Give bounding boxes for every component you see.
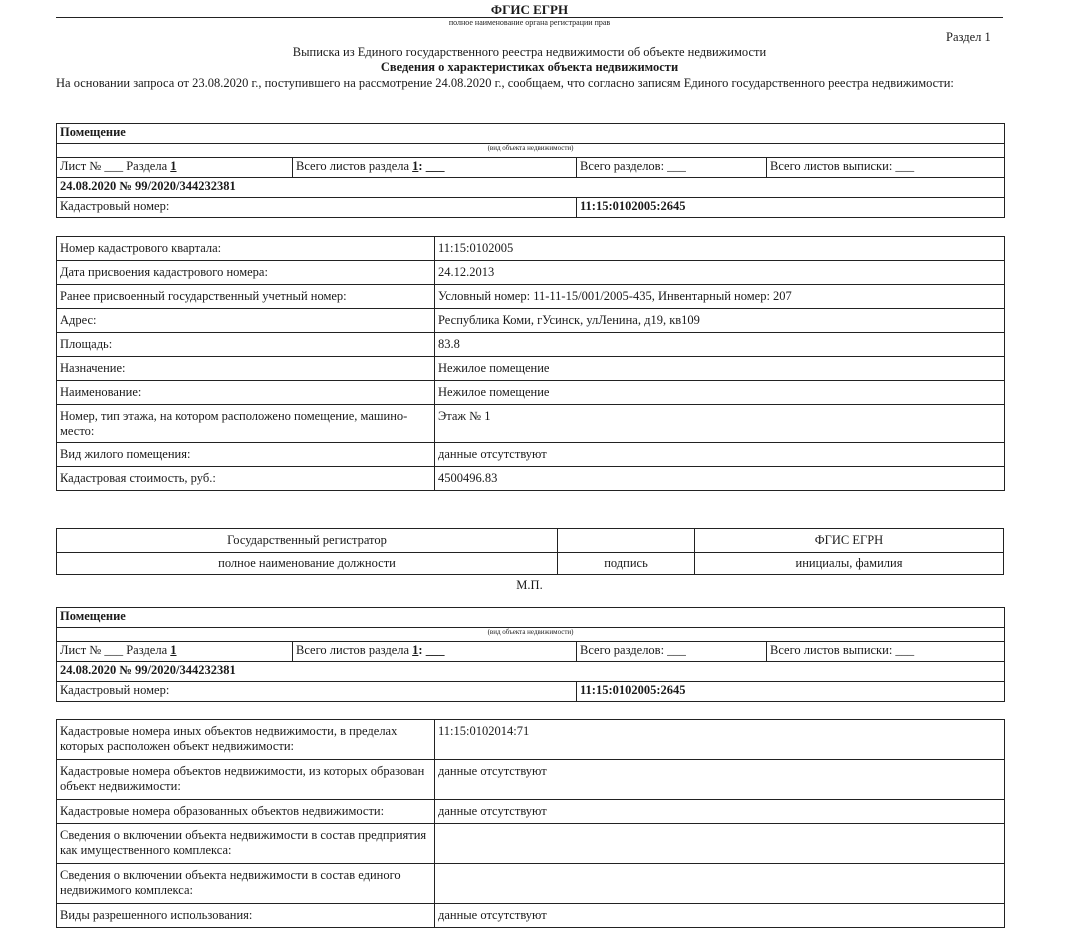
document-title: Выписка из Единого государственного реестра недвижимости об объекте недвижимости: [292, 45, 767, 59]
stamp-place: М.П.: [516, 578, 543, 592]
detail-value: данные отсутствуют: [435, 800, 1005, 824]
detail-label: Номер, тип этажа, на котором расположено помещение, машино-место:: [57, 405, 435, 443]
detail-label: Дата присвоения кадастрового номера:: [57, 261, 435, 285]
detail-value: 11:15:0102014:71: [435, 720, 1005, 760]
detail-value: данные отсутствуют: [435, 443, 1005, 467]
name-caption: инициалы, фамилия: [695, 553, 1004, 575]
cadastral-label: Кадастровый номер:: [57, 198, 577, 218]
detail-row: [57, 357, 1005, 381]
detail-label: Сведения о включении объекта недвижимости в состав единого недвижимого комплекса:: [57, 864, 435, 904]
detail-row: [57, 285, 1005, 309]
org-caption: полное наименование органа регистрации прав: [448, 18, 611, 27]
object-type-caption: (вид объекта недвижимости): [57, 628, 1005, 642]
detail-label: Кадастровые номера образованных объектов недвижимости:: [57, 800, 435, 824]
detail-value: Нежилое помещение: [435, 357, 1005, 381]
intro-text: На основании запроса от 23.08.2020 г., поступившего на рассмотрение 24.08.2020 г., сообщаем, что согласно записям Единого государственного реестра недвижимости:: [56, 76, 954, 90]
detail-row: [57, 864, 1005, 904]
sheet-number: Лист № ___ Раздела 1: [57, 642, 293, 662]
detail-row: [57, 381, 1005, 405]
date-number: 24.08.2020 № 99/2020/344232381: [57, 178, 1005, 198]
section-label: Раздел 1: [946, 30, 991, 44]
detail-value: 83.8: [435, 333, 1005, 357]
detail-value: данные отсутствуют: [435, 760, 1005, 800]
date-number: 24.08.2020 № 99/2020/344232381: [57, 662, 1005, 682]
detail-label: Кадастровые номера объектов недвижимости, из которых образован объект недвижимости:: [57, 760, 435, 800]
position-caption: полное наименование должности: [57, 553, 558, 575]
detail-value: 24.12.2013: [435, 261, 1005, 285]
detail-label: Вид жилого помещения:: [57, 443, 435, 467]
detail-label: Кадастровые номера иных объектов недвижимости, в пределах которых расположен объект недвижимости:: [57, 720, 435, 760]
detail-label: Номер кадастрового квартала:: [57, 237, 435, 261]
detail-value: Республика Коми, гУсинск, улЛенина, д19, кв109: [435, 309, 1005, 333]
detail-row: [57, 904, 1005, 928]
total-sheets: Всего листов выписки: ___: [767, 642, 1005, 662]
related-objects-table: [56, 719, 1005, 928]
detail-label: Площадь:: [57, 333, 435, 357]
detail-row: [57, 333, 1005, 357]
detail-row: [57, 824, 1005, 864]
detail-row: [57, 261, 1005, 285]
detail-row: [57, 443, 1005, 467]
detail-value: данные отсутствуют: [435, 904, 1005, 928]
detail-value: Условный номер: 11-11-15/001/2005-435, Инвентарный номер: 207: [435, 285, 1005, 309]
object-type-caption: (вид объекта недвижимости): [57, 144, 1005, 158]
registrar-position: Государственный регистратор: [57, 529, 558, 553]
sheets-in-section: Всего листов раздела 1: ___: [293, 642, 577, 662]
detail-value: [435, 864, 1005, 904]
document-subtitle: Сведения о характеристиках объекта недвижимости: [380, 60, 679, 74]
registrar-name: ФГИС ЕГРН: [695, 529, 1004, 553]
detail-row: [57, 800, 1005, 824]
object-header-table-1: [56, 123, 1005, 218]
characteristics-table: [56, 236, 1005, 491]
detail-label: Адрес:: [57, 309, 435, 333]
signature-table: [56, 528, 1004, 575]
total-sheets: Всего листов выписки: ___: [767, 158, 1005, 178]
detail-value: [435, 824, 1005, 864]
detail-value: Нежилое помещение: [435, 381, 1005, 405]
detail-label: Виды разрешенного использования:: [57, 904, 435, 928]
detail-row: [57, 309, 1005, 333]
total-sections: Всего разделов: ___: [577, 158, 767, 178]
detail-value: 4500496.83: [435, 467, 1005, 491]
detail-row: [57, 760, 1005, 800]
org-name: ФГИС ЕГРН: [490, 2, 569, 17]
detail-row: [57, 467, 1005, 491]
signature-caption: подпись: [558, 553, 695, 575]
detail-label: Назначение:: [57, 357, 435, 381]
sheets-in-section: Всего листов раздела 1: ___: [293, 158, 577, 178]
detail-row: [57, 237, 1005, 261]
detail-row: [57, 405, 1005, 443]
cadastral-number: 11:15:0102005:2645: [577, 682, 1005, 702]
detail-value: 11:15:0102005: [435, 237, 1005, 261]
signature-cell: [558, 529, 695, 553]
object-type: Помещение: [57, 608, 1005, 628]
detail-value: Этаж № 1: [435, 405, 1005, 443]
cadastral-number: 11:15:0102005:2645: [577, 198, 1005, 218]
object-header-table-2: [56, 607, 1005, 702]
detail-label: Наименование:: [57, 381, 435, 405]
sheet-number: Лист № ___ Раздела 1: [57, 158, 293, 178]
cadastral-label: Кадастровый номер:: [57, 682, 577, 702]
detail-row: [57, 720, 1005, 760]
detail-label: Кадастровая стоимость, руб.:: [57, 467, 435, 491]
object-type: Помещение: [57, 124, 1005, 144]
total-sections: Всего разделов: ___: [577, 642, 767, 662]
detail-label: Сведения о включении объекта недвижимости в состав предприятия как имущественного комплекса:: [57, 824, 435, 864]
detail-label: Ранее присвоенный государственный учетный номер:: [57, 285, 435, 309]
